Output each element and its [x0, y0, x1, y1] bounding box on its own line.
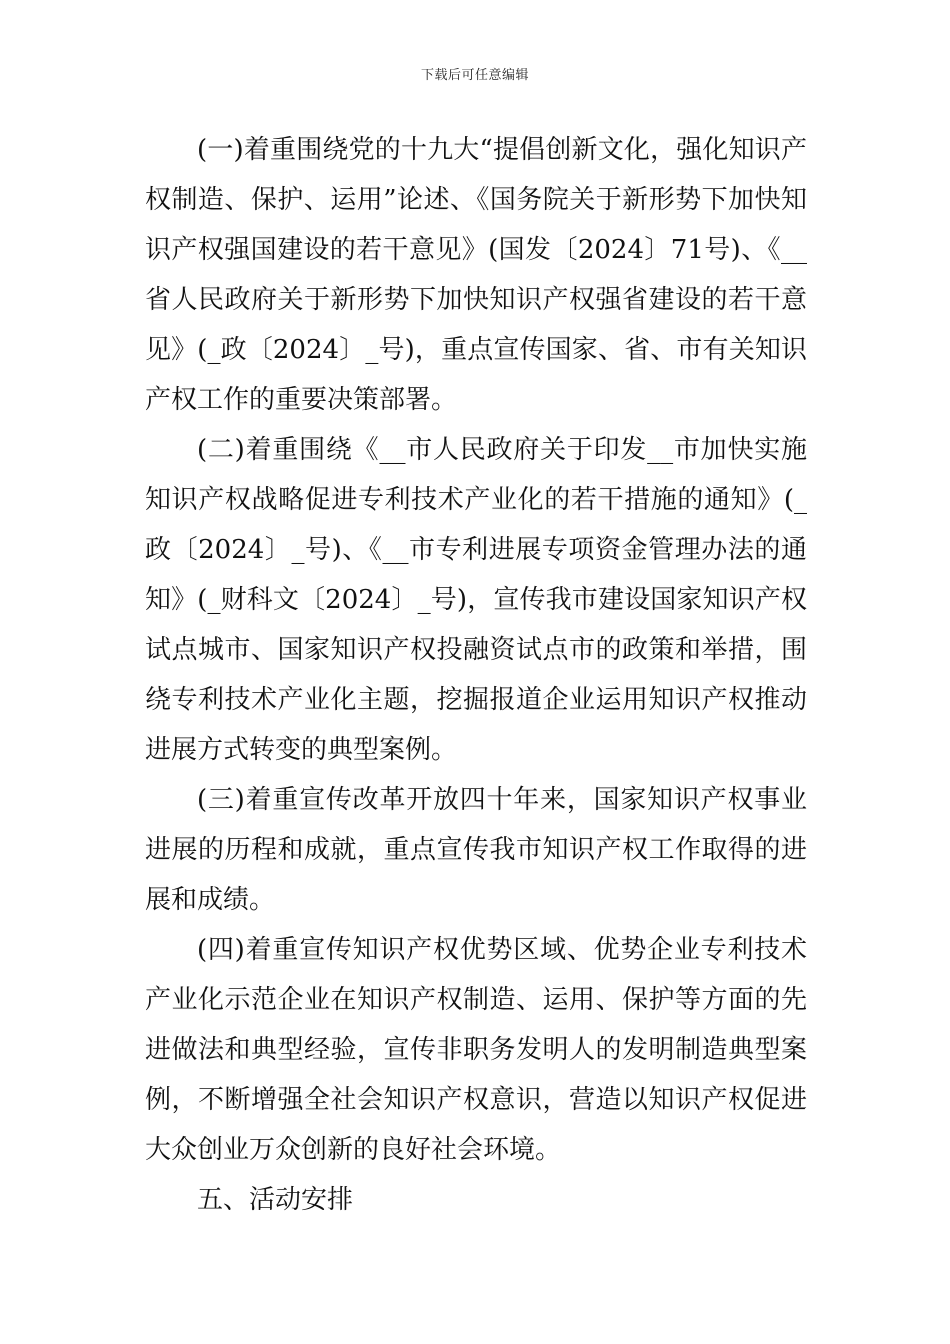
paragraph-4: (四)着重宣传知识产权优势区域、优势企业专利技术产业化示范企业在知识产权制造、运用、保护等方面的先进做法和典型经验，宣传非职务发明人的发明制造典型案例，不断增强全社会知识产权意识，营造以知识产权促进大众创业万众创新的良好社会环境。 [145, 935, 807, 1165]
paragraph-3: (三)着重宣传改革开放四十年来，国家知识产权事业进展的历程和成就，重点宣传我市知识产权工作取得的进展和成绩。 [145, 785, 807, 915]
paragraph-2: (二)着重围绕《__市人民政府关于印发__市加快实施知识产权战略促进专利技术产业化的若干措施的通知》(_政〔2024〕_号)、《__市专利进展专项资金管理办法的通知》(_财科文〔2024〕_号)，宣传我市建设国家知识产权试点城市、国家知识产权投融资试点市的政策和举措，围绕专利技术产业化主题，挖掘报道企业运用知识产权推动进展方式转变的典型案例。 [145, 435, 807, 765]
section-heading: 五、活动安排 [197, 1185, 354, 1215]
paragraph-1: (一)着重围绕党的十九大“提倡创新文化，强化知识产权制造、保护、运用”论述、《国务院关于新形势下加快知识产权强国建设的若干意见》(国发〔2024〕71号)、《__省人民政府关于新形势下加快知识产权强省建设的若干意见》(_政〔2024〕_号)，重点宣传国家、省、市有关知识产权工作的重要决策部署。 [145, 135, 807, 415]
page-header: 下载后可任意编辑 [420, 68, 529, 83]
document-body [145, 125, 807, 1225]
